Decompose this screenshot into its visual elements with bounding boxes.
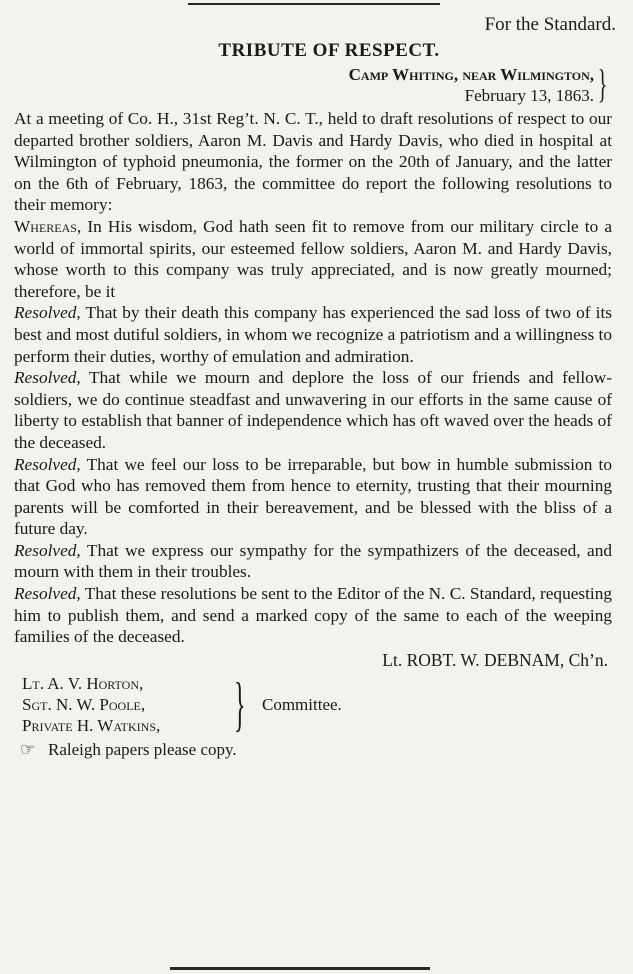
brace-icon: } bbox=[597, 61, 608, 106]
brace-icon: } bbox=[234, 670, 246, 737]
resolution-paragraph bbox=[14, 367, 612, 453]
resolution-text: That by their death this company has experienced the sad loss of two of its best and most dutiful soldiers, in whom we recognize a patriotism and a willingness to perform their duties, worthy of emulation and admiration. bbox=[14, 303, 612, 366]
committee-member: Lt. A. V. Horton, bbox=[22, 673, 144, 693]
resolution-text: That we feel our loss to be irreparable, but bow in humble submission to that God who has removed them from hence to eternity, trusting that their mourning parents will be comforted in their bereavement, and be blessed with the bliss of a future day. bbox=[14, 454, 612, 539]
resolution-lead: Resolved, bbox=[14, 454, 81, 474]
committee-member: Sgt. N. W. Poole, bbox=[22, 694, 146, 714]
intro-paragraph: At a meeting of Co. H., 31st Reg’t. N. C. T., held to draft resolutions of respect to our departed brother soldiers, Aaron M. Davis and Hardy Davis, who died in hospital at Wilmington of typhoid pneumonia, the former on the 20th of January, and the latter on the 6th of February, 1863, the committee do report the following resolutions to their memory: bbox=[14, 109, 612, 215]
resolution-lead: Resolved, bbox=[14, 368, 81, 388]
resolution-paragraph bbox=[14, 454, 612, 540]
dateline-place: Camp Whiting, near Wilmington, bbox=[348, 65, 594, 84]
committee-block bbox=[22, 670, 612, 739]
whereas-text: In His wisdom, God hath seen fit to remove from our military circle to a world of immortal spirits, our esteemed fellow soldiers, Aaron M. and Hardy Davis, whose worth to this company was truly appreciated, and is now greatly mourned; therefore, be it bbox=[14, 216, 612, 301]
source-line: For the Standard. bbox=[484, 14, 616, 35]
article-body bbox=[14, 108, 612, 760]
resolution-lead: Resolved, bbox=[14, 584, 81, 604]
top-rule bbox=[188, 3, 440, 5]
dateline bbox=[210, 61, 614, 106]
whereas-paragraph bbox=[14, 216, 612, 302]
chairman-signature: Lt. ROBT. W. DEBNAM, Ch’n. bbox=[382, 649, 608, 670]
committee-member: Private H. Watkins, bbox=[22, 715, 161, 735]
reprint-note-text: Raleigh papers please copy. bbox=[48, 739, 237, 759]
committee-members bbox=[22, 673, 160, 736]
resolution-paragraph bbox=[14, 583, 612, 648]
whereas-lead: Whereas, bbox=[14, 216, 82, 236]
clipping-header bbox=[40, 14, 618, 106]
resolution-paragraph bbox=[14, 540, 612, 583]
pointing-hand-icon: ☞ bbox=[20, 739, 36, 759]
reprint-note bbox=[20, 739, 612, 760]
article-title: TRIBUTE OF RESPECT. bbox=[218, 40, 440, 61]
resolution-text: That we express our sympathy for the sympathizers of the deceased, and mourn with them in their troubles. bbox=[14, 540, 612, 582]
resolution-text: That while we mourn and deplore the loss of our friends and fellow-soldiers, we do continue steadfast and unwavering in our efforts in the same cause of liberty to establish that banner of independence which has oft waved over the heads of the deceased. bbox=[14, 368, 612, 452]
resolution-text: That these resolutions be sent to the Editor of the N. C. Standard, requesting him to publish them, and send a marked copy of the same to each of the weeping families of the deceased. bbox=[14, 584, 612, 647]
resolution-paragraph bbox=[14, 302, 612, 367]
resolution-lead: Resolved, bbox=[14, 540, 81, 560]
resolution-lead: Resolved, bbox=[14, 303, 81, 323]
dateline-date: February 13, 1863. bbox=[464, 86, 594, 105]
bottom-rule bbox=[170, 967, 430, 970]
committee-label: Committee. bbox=[262, 694, 342, 714]
